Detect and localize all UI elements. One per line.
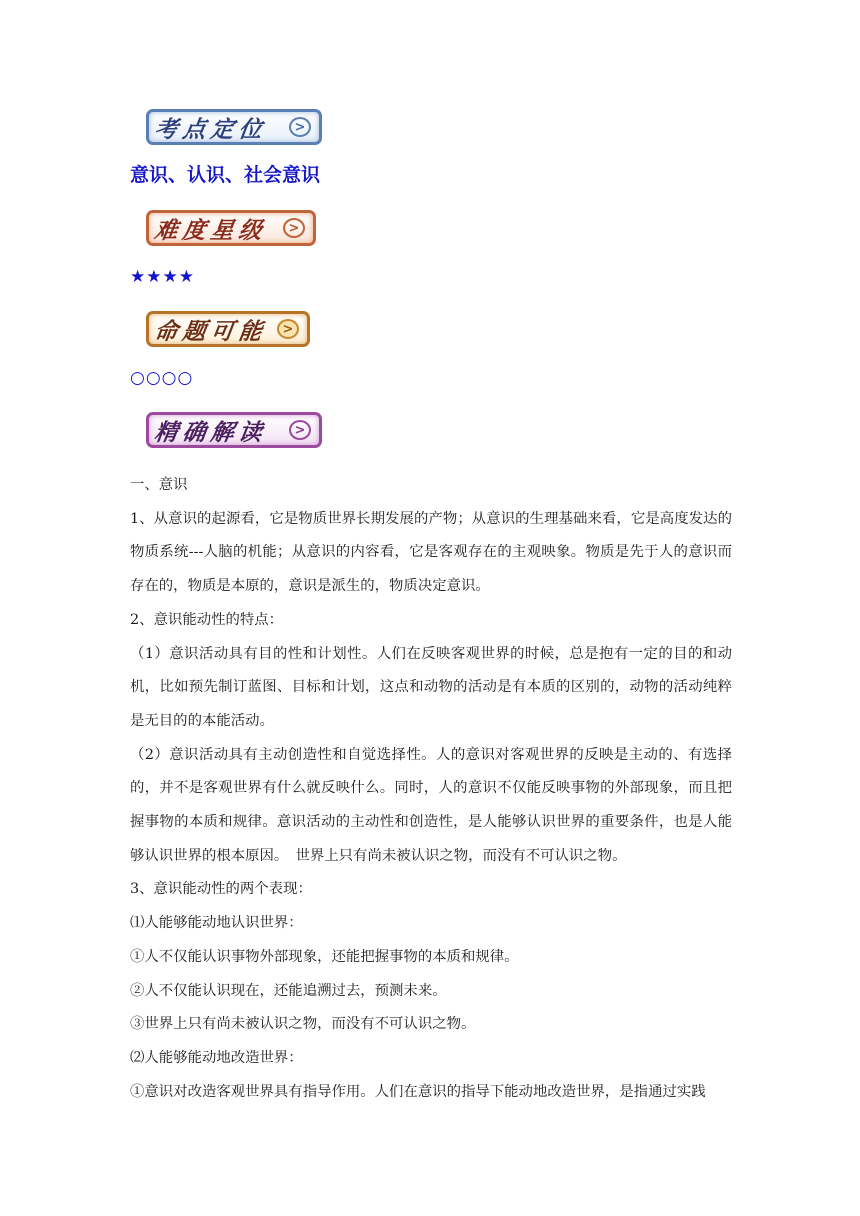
banner-title: 难度星级 xyxy=(152,216,269,244)
paragraph: 2、意识能动性的特点： xyxy=(130,611,284,628)
analysis-content xyxy=(130,469,732,1109)
chevron-right-icon: > xyxy=(289,117,311,137)
section-heading: 一、意识 xyxy=(130,477,188,493)
mingti-banner xyxy=(146,311,310,347)
paragraph: 1、从意识的起源看，它是物质世界长期发展的产物；从意识的生理基础来看，它是高度发达的物质系统---人脑的机能；从意识的内容看，它是客观存在的主观映象。物质是先于人的意识而存在的，物质是本原的，意识是派生的，物质决定意识。 xyxy=(130,510,732,595)
paragraph: ②人不仅能认识现在，还能追溯过去，预测未来。 xyxy=(130,982,447,999)
paragraph: ①意识对改造客观世界具有指导作用。人们在意识的指导下能动地改造世界，是指通过实践 xyxy=(130,1083,706,1100)
chevron-right-icon: > xyxy=(289,420,311,440)
paragraph: ⑵人能够能动地改造世界： xyxy=(130,1049,303,1066)
banner-title: 精确解读 xyxy=(152,418,269,446)
paragraph: ①人不仅能认识事物外部现象，还能把握事物的本质和规律。 xyxy=(130,948,519,965)
topic-title: 意识、认识、社会意识 xyxy=(130,164,321,186)
paragraph: ⑴人能够能动地认识世界： xyxy=(130,915,303,932)
jingque-banner xyxy=(146,412,322,448)
chevron-right-icon: > xyxy=(283,218,305,238)
nandu-banner xyxy=(146,210,316,246)
banner-title: 考点定位 xyxy=(152,115,269,143)
paragraph: ③世界上只有尚未被认识之物，而没有不可认识之物。 xyxy=(130,1016,476,1033)
likelihood-circle-rating: ○○○○ xyxy=(130,368,194,388)
banner-title: 命题可能 xyxy=(152,317,269,345)
paragraph: （1）意识活动具有目的性和计划性。人们在反映客观世界的时候，总是抱有一定的目的和动机，比如预先制订蓝图、目标和计划，这点和动物的活动是有本质的区别的，动物的活动纯粹是无目的的本能活动。 xyxy=(130,645,732,729)
paragraph: 3、意识能动性的两个表现： xyxy=(130,881,312,898)
difficulty-star-rating: ★★★★ xyxy=(130,267,195,287)
kaodian-banner xyxy=(146,109,322,145)
chevron-right-icon: > xyxy=(277,319,299,339)
paragraph: （2）意识活动具有主动创造性和自觉选择性。人的意识对客观世界的反映是主动的、有选择的，并不是客观世界有什么就反映什么。同时，人的意识不仅能反映事物的外部现象，而且把握事物的本质和规律。意识活动的主动性和创造性，是人能够认识世界的重要条件，也是人能够认识世界的根本原因。 世界上只有尚未被认识之物，而没有不可认识之物。 xyxy=(130,746,732,864)
